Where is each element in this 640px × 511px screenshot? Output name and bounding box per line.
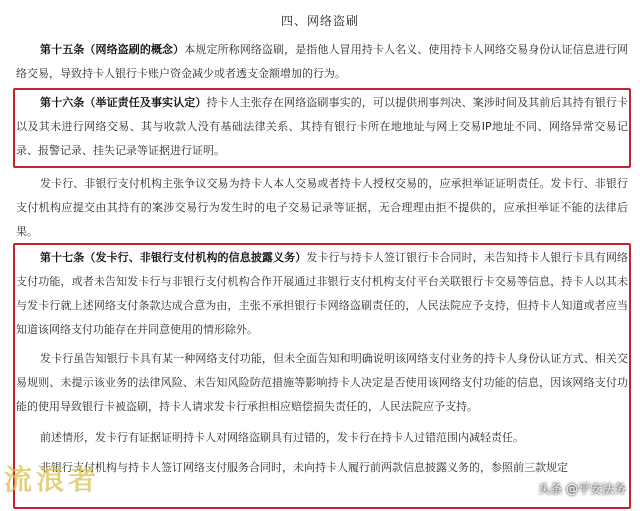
article-15-paragraph <box>16 38 628 86</box>
section-heading: 四、网络盗刷 <box>280 14 359 28</box>
article-17-label: 第十七条（发卡行、非银行支付机构的信息披露义务） <box>40 251 307 264</box>
article-16-label: 第十六条（举证责任及事实认定） <box>40 96 207 109</box>
watermark-logo-text: 流浪者 <box>4 463 101 496</box>
article-16-paragraph-2: 发卡行、非银行支付机构主张争议交易为持卡人本人交易或者持卡人授权交易的，应承担举证证明责任。发卡行、非银行支付机构应提交由其持有的案涉交易行为发生时的电子交易记录等证据，无合理理由拒不提供的，应承担举证不能的法律后果。 <box>16 177 628 238</box>
article-17-paragraph <box>16 246 628 342</box>
watermark-source: 头条 @平安法务 <box>538 482 626 496</box>
article-15-label: 第十五条（网络盗刷的概念） <box>40 43 185 56</box>
article-15-text: 本规定所称网络盗刷，是指他人冒用持卡人名义、使用持卡人网络交易身份认证信息进行网络交易，导致持卡人银行卡账户资金减少或者透支金额增加的行为。 <box>16 43 628 80</box>
article-17-text: 发卡行与持卡人签订银行卡合同时，未告知持卡人银行卡具有网络支付功能，或者未告知发卡行与非银行支付机构合作开展通过非银行支付机构支付平台关联银行卡交易等信息，持卡人以其未与发卡行就上述网络支付条款达成合意为由，主张不承担银行卡网络盗刷责任的，人民法院应予支持，但持卡人知道或者应当知道该网络支付功能存在并同意使用的情形除外。 <box>16 251 629 336</box>
article-16-paragraph <box>16 91 628 163</box>
article-17-paragraph-4: 非银行支付机构与持卡人签订网络支付服务合同时，未向持卡人履行前两款信息披露义务的，参照前三款规定 <box>40 461 568 474</box>
article-17-paragraph-3: 前述情形，发卡行有证据证明持卡人对网络盗刷具有过错的，发卡行在持卡人过错范围内减轻责任。 <box>40 431 524 444</box>
article-16-text: 持卡人主张存在网络盗刷事实的，可以提供刑事判决、案涉时间及其前后其持有银行卡以及其未进行网络交易、其与收款人没有基础法律关系、其持有银行卡所在地地址与网上交易IP地址不同、网络异常交易记录、报警记录、挂失记录等证据进行证明。 <box>16 96 629 157</box>
article-17-paragraph-2: 发卡行虽告知银行卡具有某一种网络支付功能，但未全面告知和明确说明该网络支付业务的持卡人身份认证方式、相关交易规则、未提示该业务的法律风险、未告知风险防范措施等影响持卡人决定是否使用该网络支付功能的信息，因该网络支付功能的使用导致银行卡被盗刷，持卡人请求发卡行承担相应赔偿损失责任的，人民法院应予支持。 <box>16 352 628 413</box>
